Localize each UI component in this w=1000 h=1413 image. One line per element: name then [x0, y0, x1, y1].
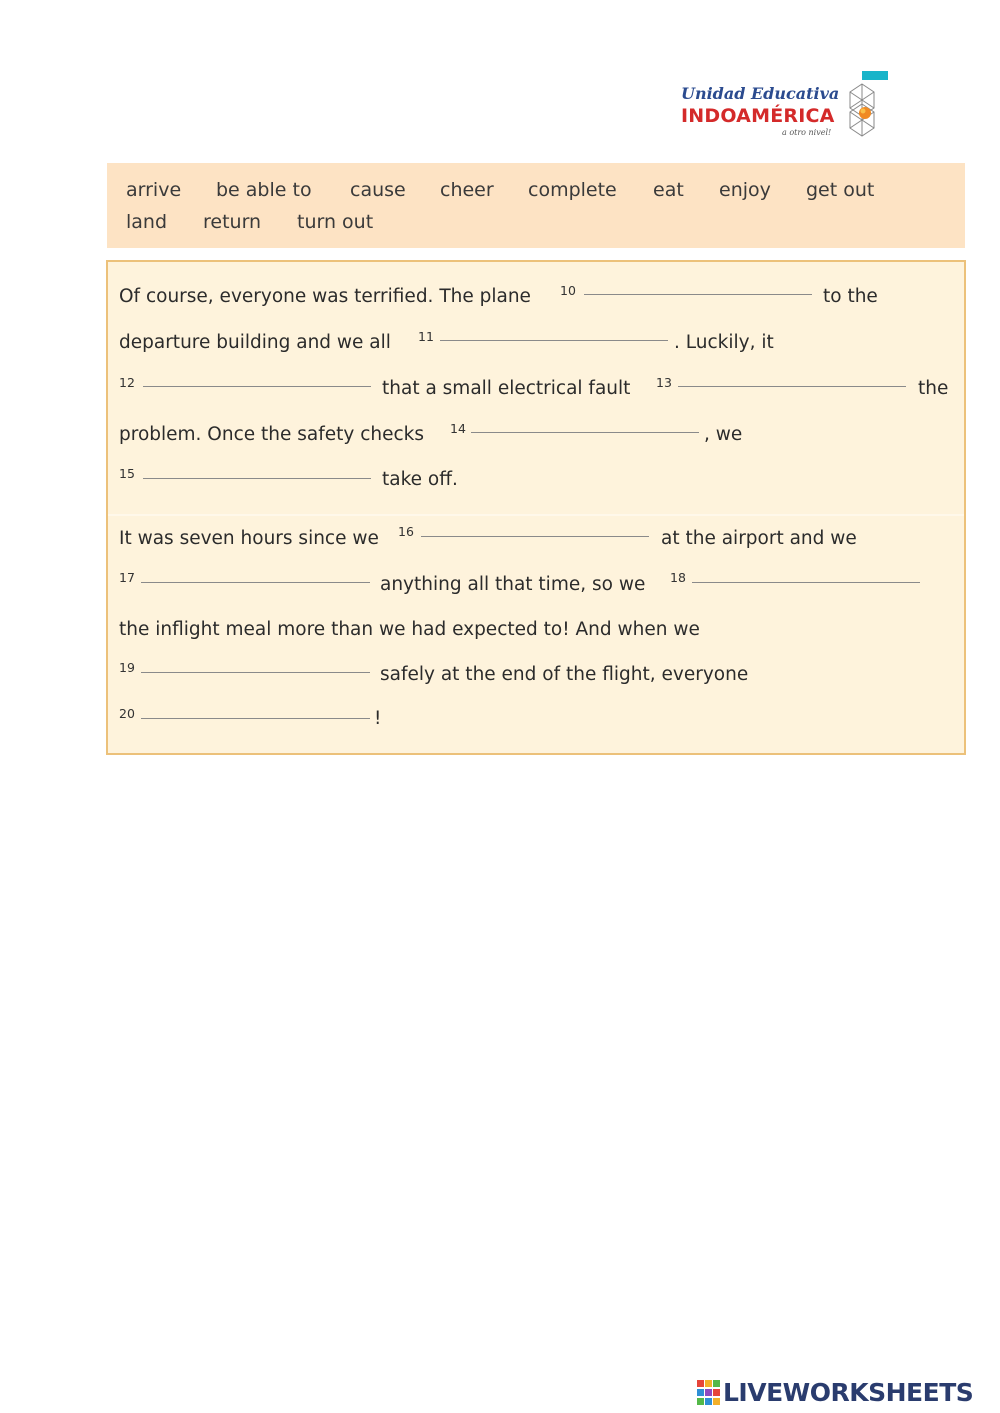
- word-bank-item: get out: [806, 179, 875, 201]
- answer-input-10[interactable]: [584, 294, 812, 295]
- blank-number: 16: [398, 524, 414, 539]
- answer-input-20[interactable]: [141, 718, 370, 719]
- word-bank-item: complete: [528, 179, 617, 201]
- logo-accent-bar: [862, 71, 888, 80]
- answer-input-18[interactable]: [692, 582, 920, 583]
- logo-line-2: INDOAMÉRICA: [681, 105, 835, 127]
- blank-number: 10: [560, 283, 576, 298]
- answer-input-17[interactable]: [141, 582, 370, 583]
- passage-text: that a small electrical fault: [382, 378, 631, 399]
- answer-input-14[interactable]: [471, 432, 699, 433]
- liveworksheets-logo: [697, 1378, 997, 1408]
- passage-text: the: [918, 378, 949, 399]
- passage-text: take off.: [382, 469, 458, 490]
- word-bank-item: land: [126, 211, 168, 233]
- liveworksheets-wordmark: LIVEWORKSHEETS: [723, 1378, 974, 1407]
- word-bank: [107, 163, 965, 248]
- answer-input-16[interactable]: [421, 536, 649, 537]
- blank-number: 15: [119, 466, 135, 481]
- passage-text: Of course, everyone was terrified. The plane: [119, 286, 531, 307]
- passage-text: problem. Once the safety checks: [119, 424, 425, 445]
- blank-number: 14: [450, 421, 466, 436]
- answer-input-11[interactable]: [440, 340, 668, 341]
- passage-text: anything all that time, so we: [380, 574, 646, 595]
- passage-box: [106, 260, 966, 755]
- blank-number: 17: [119, 570, 135, 585]
- word-bank-item: enjoy: [719, 179, 771, 201]
- blank-number: 18: [670, 570, 686, 585]
- logo-line-1: Unidad Educativa: [681, 84, 840, 103]
- blank-number: 12: [119, 375, 135, 390]
- blank-number: 20: [119, 706, 135, 721]
- answer-input-12[interactable]: [143, 386, 371, 387]
- word-bank-item: turn out: [297, 211, 374, 233]
- logo-tagline: a otro nivel!: [782, 128, 832, 137]
- paragraph-divider: [108, 514, 964, 516]
- passage-text: It was seven hours since we: [119, 528, 379, 549]
- passage-text: !: [374, 708, 382, 729]
- word-bank-item: return: [203, 211, 262, 233]
- answer-input-19[interactable]: [141, 672, 370, 673]
- passage-text: to the: [823, 286, 878, 307]
- word-bank-item: arrive: [126, 179, 182, 201]
- word-bank-item: cause: [350, 179, 406, 201]
- word-bank-item: eat: [653, 179, 684, 201]
- blank-number: 13: [656, 375, 672, 390]
- passage-text: , we: [704, 424, 743, 445]
- blank-number: 11: [418, 329, 434, 344]
- passage-text: at the airport and we: [661, 528, 857, 549]
- blank-number: 19: [119, 660, 135, 675]
- school-logo: [676, 68, 896, 140]
- passage-text: departure building and we all: [119, 332, 391, 353]
- passage-text: the inflight meal more than we had expected to! And when we: [119, 619, 700, 640]
- word-bank-item: be able to: [216, 179, 312, 201]
- liveworksheets-grid-icon: [697, 1380, 721, 1406]
- word-bank-item: cheer: [440, 179, 494, 201]
- globe-emblem-icon: [846, 82, 878, 138]
- passage-text: . Luckily, it: [674, 332, 774, 353]
- answer-input-13[interactable]: [678, 386, 906, 387]
- answer-input-15[interactable]: [143, 478, 371, 479]
- passage-text: safely at the end of the flight, everyone: [380, 664, 749, 685]
